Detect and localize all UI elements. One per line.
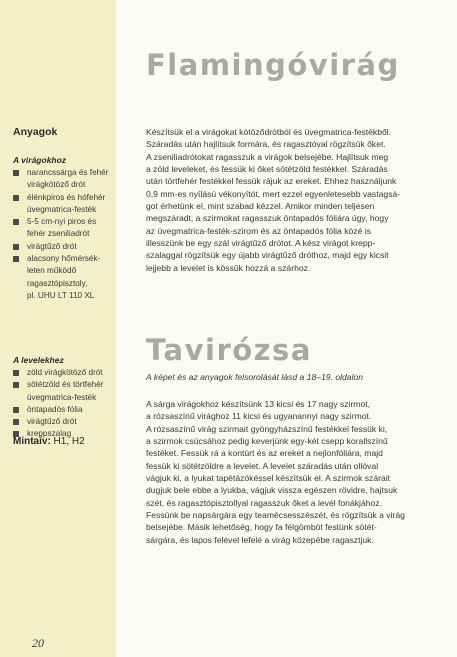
bullet-icon bbox=[13, 370, 19, 376]
material-item bbox=[13, 404, 111, 416]
material-item bbox=[13, 241, 111, 253]
material-line: 5-5 cm-nyi piros és bbox=[27, 217, 97, 227]
flamingo-instructions bbox=[146, 126, 438, 274]
material-line: narancssárga és fehér bbox=[27, 168, 109, 177]
text-line: az üvegmatrica-festék-szirom és az öntapadós fólia közé is bbox=[146, 225, 371, 236]
text-line: Száradás után hajlítsuk formára, és ragasztóval rögzítsük őket. bbox=[146, 139, 386, 150]
text-line: Fessünk be napsárgára egy teamécsesszészét, és rögzítsük a virág bbox=[146, 510, 405, 521]
pattern-label: Mintaív: bbox=[13, 436, 51, 447]
material-line: zöld virágkötöző drót bbox=[27, 368, 103, 377]
leaves-subheading: A levelekhez bbox=[13, 355, 64, 365]
text-line: szét, és ragasztópisztollyal ragasszuk őket a levél fonákjához. bbox=[146, 497, 382, 508]
text-line: A rózsaszínű virág szirmait gyöngyházszínű festékkel fessük ki, bbox=[146, 423, 388, 434]
material-line: ragasztópisztoly, bbox=[27, 278, 88, 288]
bullet-icon bbox=[13, 407, 19, 413]
materials-sidebar bbox=[0, 0, 116, 657]
material-line: üvegmatrica-festék bbox=[27, 392, 97, 402]
text-line: Készítsük el a virágokat kötöződrótból és üvegmatrica-festékből. bbox=[146, 127, 392, 137]
bullet-icon bbox=[13, 170, 19, 176]
bullet-icon bbox=[13, 219, 19, 225]
text-line: szalaggal rögzítsük egy újabb virágtűző dróthoz, majd egy kicsit bbox=[146, 250, 389, 261]
material-line: virágtűző drót bbox=[27, 241, 77, 251]
flowers-subheading: A virágokhoz bbox=[13, 155, 67, 165]
material-line: kreppszalag bbox=[27, 429, 72, 439]
text-line: után törtfehér festékkel fessük rájuk az ereket. Ehhez használjunk bbox=[146, 176, 397, 187]
material-line: alacsony hőmérsék- bbox=[27, 254, 101, 264]
text-line: dugjuk bele ebbe a lyukba, vágjuk vissza egészen rövidre, hajtsuk bbox=[146, 485, 398, 496]
text-line: megszáradt, a szirmokat ragasszuk öntapadós fóliára úgy, hogy bbox=[146, 213, 389, 224]
bullet-icon bbox=[13, 256, 19, 262]
material-item bbox=[13, 416, 111, 428]
text-line: sárgára, és lapos felével lefelé a virág közepébe ragasztjuk. bbox=[146, 534, 374, 545]
material-line: pl. UHU LT 110 XL bbox=[27, 290, 95, 300]
reference-note: A képet és az anyagok felsorolását lásd a 18–19. oldalon bbox=[146, 372, 364, 382]
text-line: A sárga virágokhoz készítsünk 13 kicsi és 17 nagy szirmot, bbox=[146, 399, 371, 409]
text-line: illesszünk be egy szál virágtűző drótot. A kész virágot krepp- bbox=[146, 238, 376, 249]
title-flamingovirag: Flamingóvirág bbox=[146, 48, 400, 82]
text-line: a szirmok csúcsához pedig keverjünk egy-két csepp korallszínű bbox=[146, 436, 388, 447]
bullet-icon bbox=[13, 419, 19, 425]
material-line: élénkpiros és hófehér bbox=[27, 192, 106, 202]
material-line: sötétzöld és törtfehér bbox=[27, 380, 104, 390]
page-number: 20 bbox=[32, 636, 44, 650]
material-line: virágkötöző drót bbox=[27, 180, 86, 190]
bullet-icon bbox=[13, 195, 19, 201]
bullet-icon bbox=[13, 244, 19, 250]
material-item bbox=[13, 167, 111, 192]
material-item bbox=[13, 367, 111, 379]
text-line: lejjebb a levelet is kössük hozzá a szárhoz. bbox=[146, 262, 311, 273]
material-item bbox=[13, 192, 111, 217]
material-item bbox=[13, 216, 111, 241]
title-tavirozsa: Tavirózsa bbox=[146, 333, 312, 367]
materials-heading: Anyagok bbox=[13, 126, 58, 138]
text-line: a zöld leveleket, és fessük ki őket sötétzöld festékkel. Száradás bbox=[146, 164, 388, 175]
material-line: fehér zseniliadrót bbox=[27, 229, 90, 239]
material-line: öntapadós fólia bbox=[27, 404, 83, 414]
flowers-material-list bbox=[13, 167, 111, 302]
pattern-sheet bbox=[13, 436, 85, 447]
leaves-material-list bbox=[13, 367, 111, 441]
text-line: belsejébe. Másik lehetőség, hogy fa félgömböt festünk sötét- bbox=[146, 522, 377, 533]
text-line: got érhetünk el, mint szabad kézzel. Amikor minden teljesen bbox=[146, 201, 375, 212]
text-line: A zseniliadrótokat ragasszuk a virágok belsejébe. Hajlítsuk meg bbox=[146, 151, 389, 162]
text-line: vágjuk ki, a lyukat tapétázókéssel készítsük el. A szirmok szárait bbox=[146, 473, 391, 484]
material-item bbox=[13, 379, 111, 404]
bullet-icon bbox=[13, 382, 19, 388]
text-line: fessük ki sötétzöldre a levelet. A levelet száradás után ollóval bbox=[146, 460, 379, 471]
material-line: üvegmatrica-festék bbox=[27, 204, 97, 214]
pattern-value: H1, H2 bbox=[50, 436, 85, 447]
text-line: 0,9 mm-es nyílású vékonyítót, mert ezzel egyenletesebb vastagsá- bbox=[146, 188, 401, 199]
material-item bbox=[13, 253, 111, 302]
material-line: virágtűző drót bbox=[27, 417, 77, 427]
material-line: leten működő bbox=[27, 266, 77, 276]
text-line: a rózsaszínű virághoz 11 kicsi és ugyanannyi nagy szirmot. bbox=[146, 411, 372, 422]
text-line: festéket. Fessük rá a kontúrt és az ereket a nejlonfóliára, majd bbox=[146, 448, 383, 459]
tavirozsa-instructions bbox=[146, 398, 438, 546]
